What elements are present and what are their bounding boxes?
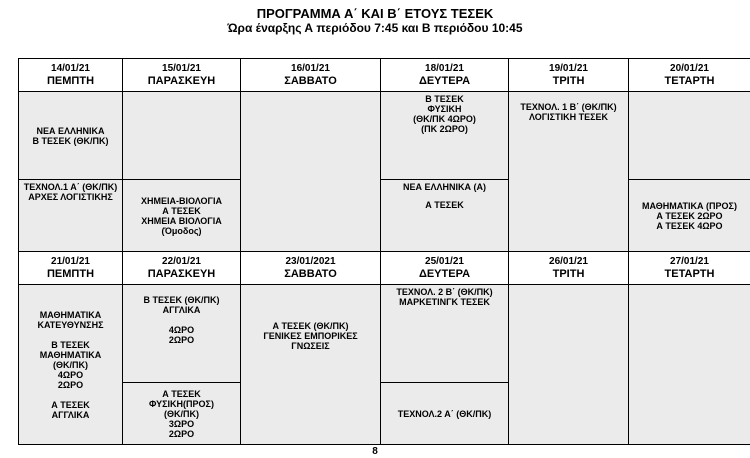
slot-text-line: (ΘΚ/ΠΚ 4ΩΡΟ) (413, 114, 476, 124)
day-date: 14/01/21 (51, 62, 90, 74)
slot-text-line: ΜΑΘΗΜΑΤΙΚΑ (39, 349, 102, 360)
slot-text-line: ΛΟΓΙΣΤΙΚΗ ΤΕΣΕΚ (529, 112, 608, 122)
slot-cell (381, 180, 509, 252)
slot-cell (381, 285, 509, 383)
slot-cell (381, 383, 509, 445)
slot-text-line: ΑΡΧΕΣ ΛΟΓΙΣΤΙΚΗΣ (28, 192, 113, 202)
day-date: 20/01/21 (670, 62, 709, 74)
day-name: ΤΕΤΑΡΤΗ (664, 267, 715, 280)
slot-text-line: Β ΤΕΣΕΚ (51, 339, 90, 350)
slot-text-line: ΓΝΩΣΕΙΣ (291, 341, 330, 351)
slot-text-line: ΦΥΣΙΚΗ (427, 104, 462, 114)
slot-text-line: ΧΗΜΕΙΑ-ΒΙΟΛΟΓΙΑ (141, 195, 222, 206)
day-date: 27/01/21 (670, 255, 709, 267)
week2-header-row (19, 252, 750, 285)
slot-text-line: (ΠΚ 2ΩΡΟ) (421, 124, 468, 134)
day-date: 26/01/21 (549, 255, 588, 267)
slot-text-line: ΓΕΝΙΚΕΣ ΕΜΠΟΡΙΚΕΣ (263, 331, 358, 341)
day-name: ΤΡΙΤΗ (552, 74, 585, 87)
day-date: 16/01/21 (291, 62, 330, 74)
day-date: 19/01/21 (549, 62, 588, 74)
day-name: ΤΕΤΑΡΤΗ (664, 74, 715, 87)
slot-text-line: 3ΩΡΟ (168, 419, 195, 429)
slot-cell (241, 285, 381, 445)
slot-text-line: ΤΕΧΝΟΛ. 1 Β΄ (ΘΚ/ΠΚ) (520, 102, 617, 112)
slot-cell (381, 92, 509, 180)
slot-text-line: ΤΕΧΝΟΛ. 2 Β΄ (ΘΚ/ΠΚ) (396, 287, 493, 297)
line-spacer (381, 192, 508, 200)
day-name: ΣΑΒΒΑΤΟ (284, 267, 337, 280)
day-header (629, 252, 750, 285)
slot-text-line (123, 315, 240, 325)
day-header (241, 59, 381, 92)
slot-text-line: Α ΤΕΣΕΚ (162, 205, 201, 216)
day-name: ΠΕΜΠΤΗ (46, 267, 95, 280)
week1-period-b-row (19, 180, 750, 252)
slot-cell (509, 285, 629, 445)
slot-text-line: Α ΤΕΣΕΚ 2ΩΡΟ (656, 210, 723, 221)
day-header (123, 252, 241, 285)
slot-text-line: 2ΩΡΟ (168, 335, 195, 345)
slot-text-line: (ΘΚ/ΠΚ) (53, 359, 88, 370)
week1-period-a-row (19, 92, 750, 180)
slot-cell (123, 285, 241, 383)
slot-text-line: 2ΩΡΟ (168, 429, 195, 439)
slot-text-line: Β ΤΕΣΕΚ (ΘΚ/ΠΚ) (32, 135, 109, 146)
day-header (19, 252, 123, 285)
day-date: 18/01/21 (425, 62, 464, 74)
slot-text-line: Β ΤΕΣΕΚ (425, 94, 464, 104)
slot-text-line: ΦΥΣΙΚΗ(ΠΡΟΣ) (149, 399, 214, 409)
schedule-table (18, 58, 750, 445)
slot-cell (629, 92, 750, 180)
slot-text-line: Α ΤΕΣΕΚ (425, 200, 464, 210)
slot-text-line: ΚΑΤΕΥΘΥΝΣΗΣ (37, 319, 104, 330)
slot-text-line: ΤΕΧΝΟΛ.2 Α΄ (ΘΚ/ΠΚ) (397, 408, 492, 419)
slot-cell (123, 92, 241, 180)
slot-text-line: ΜΑΘΗΜΑΤΙΚΑ (39, 309, 102, 320)
slot-cell (629, 180, 750, 252)
day-name: ΤΡΙΤΗ (552, 267, 585, 280)
day-name: ΠΕΜΠΤΗ (46, 74, 95, 87)
slot-cell (123, 383, 241, 445)
slot-text-line: ΑΓΓΛΙΚΑ (51, 409, 90, 420)
slot-cell (19, 285, 123, 445)
document-subtitle: Ώρα έναρξης Α περιόδου 7:45 και Β περιόδου 10:45 (227, 21, 523, 35)
day-header (509, 252, 629, 285)
slot-text-line: Α ΤΕΣΕΚ (51, 399, 90, 410)
slot-cell (19, 180, 123, 252)
slot-text-line: ΧΗΜΕΙΑ ΒΙΟΛΟΓΙΑ (141, 215, 222, 226)
slot-text-line: (Όμοδος) (161, 225, 202, 236)
day-header (509, 59, 629, 92)
page-number: 8 (372, 446, 378, 457)
slot-cell (241, 92, 381, 252)
slot-text-line: ΝΕΑ ΕΛΛΗΝΙΚΑ (Α) (402, 182, 486, 192)
day-date: 15/01/21 (162, 62, 201, 74)
day-header (19, 59, 123, 92)
slot-cell (123, 180, 241, 252)
day-date: 22/01/21 (162, 255, 201, 267)
slot-cell (509, 92, 629, 252)
day-name: ΠΑΡΑΣΚΕΥΗ (147, 74, 216, 87)
slot-text-line: ΑΓΓΛΙΚΑ (162, 305, 201, 315)
slot-text-line: Α ΤΕΣΕΚ 4ΩΡΟ (656, 220, 723, 231)
slot-text-line: Β ΤΕΣΕΚ (ΘΚ/ΠΚ) (143, 295, 220, 305)
week1-header-row (19, 59, 750, 92)
day-header (381, 252, 509, 285)
slot-text-line: Α ΤΕΣΕΚ (ΘΚ/ΠΚ) (272, 321, 349, 331)
document-title: ΠΡΟΓΡΑΜΜΑ Α΄ ΚΑΙ Β΄ ΕΤΟΥΣ ΤΕΣΕΚ (256, 6, 494, 21)
day-header (629, 59, 750, 92)
slot-text-line: (ΘΚ/ΠΚ) (164, 409, 199, 419)
slot-text-line: 2ΩΡΟ (57, 379, 84, 390)
day-header (123, 59, 241, 92)
day-name: ΔΕΥΤΕΡΑ (418, 267, 471, 280)
day-date: 25/01/21 (425, 255, 464, 267)
day-date: 21/01/21 (51, 255, 90, 267)
day-name: ΣΑΒΒΑΤΟ (284, 74, 337, 87)
day-header (241, 252, 381, 285)
slot-text-line (19, 330, 122, 340)
day-name: ΠΑΡΑΣΚΕΥΗ (147, 267, 216, 280)
slot-text-line: ΜΑΘΗΜΑΤΙΚΑ (ΠΡΟΣ) (642, 200, 737, 211)
day-header (381, 59, 509, 92)
slot-text-line: 4ΩΡΟ (168, 325, 195, 335)
slot-text-line: Α ΤΕΣΕΚ (162, 389, 201, 399)
slot-text-line: ΤΕΧΝΟΛ.1 Α΄ (ΘΚ/ΠΚ) (23, 182, 118, 192)
slot-text-line (19, 390, 122, 400)
week2-period-a-row (19, 285, 750, 383)
slot-text-line: ΝΕΑ ΕΛΛΗΝΙΚΑ (36, 125, 105, 136)
slot-text-line: 4ΩΡΟ (57, 369, 84, 380)
slot-text-line: ΜΑΡΚΕΤΙΝΓΚ ΤΕΣΕΚ (399, 297, 490, 307)
day-name: ΔΕΥΤΕΡΑ (418, 74, 471, 87)
slot-cell (19, 92, 123, 180)
day-date: 23/01/2021 (285, 255, 336, 267)
slot-cell (629, 285, 750, 445)
